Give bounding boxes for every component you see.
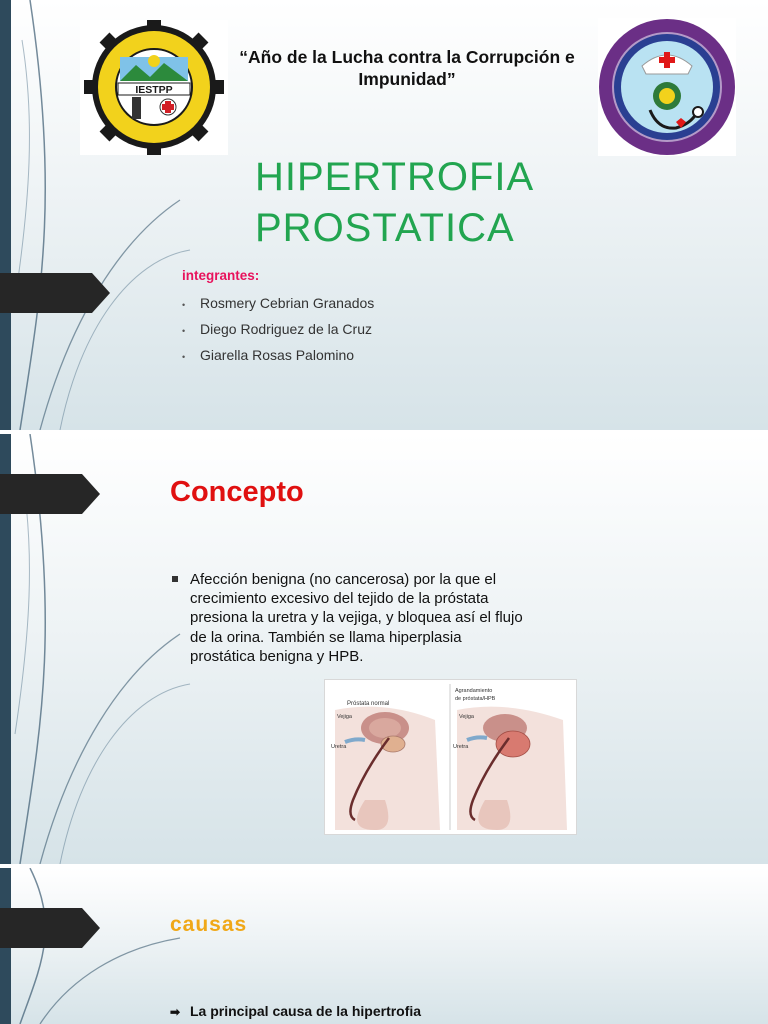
figure-label-uretra-right: Uretra bbox=[453, 744, 469, 750]
arrow-bullet-icon: ➡ bbox=[170, 1005, 181, 1019]
normal-prostate-illustration bbox=[335, 707, 440, 830]
members-list bbox=[182, 292, 374, 370]
bullet-icon: • bbox=[182, 326, 186, 336]
figure-label-vejiga-left: Vejiga bbox=[337, 714, 352, 720]
nursing-logo-icon bbox=[598, 18, 736, 156]
slide-causes bbox=[0, 868, 768, 1024]
title-line-1: HIPERTROFIA bbox=[255, 155, 535, 199]
logo-text: IESTPP bbox=[135, 84, 173, 96]
bullet-icon: • bbox=[182, 352, 186, 362]
institute-logo-icon bbox=[80, 20, 228, 155]
figure-label-uretra-left: Uretra bbox=[331, 744, 347, 750]
concept-title: Concepto bbox=[170, 476, 304, 508]
member-name: Giarella Rosas Palomino bbox=[200, 347, 355, 363]
causes-title: causas bbox=[170, 913, 248, 936]
figure-label-enlarged-1: Agrandamiento bbox=[455, 688, 493, 694]
member-name: Rosmery Cebrian Granados bbox=[200, 295, 375, 311]
arrow-tab-icon bbox=[0, 474, 110, 514]
enlarged-prostate-illustration bbox=[457, 707, 567, 830]
causes-paragraph bbox=[170, 1003, 421, 1019]
causes-text: La principal causa de la hipertrofia bbox=[190, 1003, 422, 1019]
slide-title bbox=[0, 0, 768, 430]
arrow-tab-icon bbox=[0, 908, 110, 948]
member-item bbox=[182, 318, 374, 344]
members-label: integrantes: bbox=[182, 268, 260, 283]
motto-text: “Año de la Lucha contra la Corrupción e Impunidad” bbox=[239, 47, 575, 89]
figure-label-enlarged-2: de próstata/HPB bbox=[455, 696, 496, 702]
concept-text: Afección benigna (no cancerosa) por la que el crecimiento excesivo del tejido de la próstata presiona la uretra y la vejiga, y bloquea así el flujo de la orina. También se llama hiperplasia prostática benigna y HPB. bbox=[190, 571, 523, 665]
presentation-title bbox=[255, 152, 534, 254]
bullet-square-icon bbox=[172, 576, 178, 582]
title-line-2: PROSTATICA bbox=[255, 206, 515, 250]
member-name: Diego Rodriguez de la Cruz bbox=[200, 321, 372, 337]
figure-label-normal: Próstata normal bbox=[347, 701, 390, 707]
prostate-anatomy-figure bbox=[324, 679, 577, 835]
bullet-icon: • bbox=[182, 300, 186, 310]
arrow-tab-icon bbox=[0, 273, 110, 313]
concept-paragraph bbox=[172, 570, 530, 666]
figure-label-vejiga-right: Vejiga bbox=[459, 714, 474, 720]
member-item bbox=[182, 344, 374, 370]
member-item bbox=[182, 292, 374, 318]
